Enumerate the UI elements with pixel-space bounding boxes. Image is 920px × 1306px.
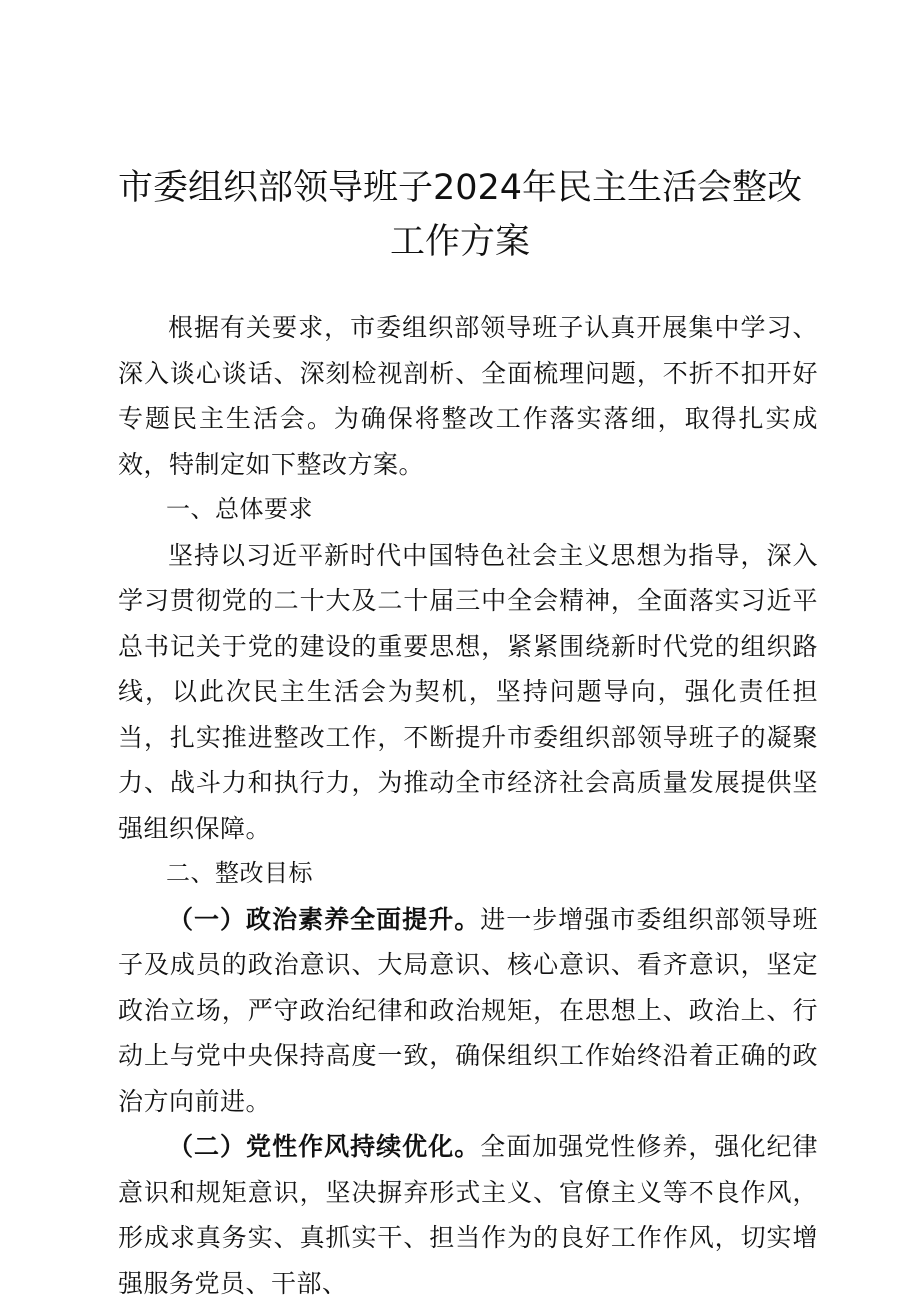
document-body	[118, 305, 818, 1306]
section-heading-rectification-goals: 二、整改目标	[166, 859, 313, 887]
document-title-line-2: 工作方案	[389, 222, 530, 262]
goal-item-political-literacy	[118, 897, 818, 1125]
goal-item-text: 全面加强党性修养，强化纪律意识和规矩意识，坚决摒弃形式主义、官僚主义等不良作风，形成求真务实、真抓实干、担当作为的良好工作作风，切实增强服务党员、干部、	[118, 1132, 818, 1298]
intro-paragraph: 根据有关要求，市委组织部领导班子认真开展集中学习、深入谈心谈话、深刻检视剖析、全面梳理问题，不折不扣开好专题民主生活会。为确保将整改工作落实落细，取得扎实成效，特制定如下整改方案。	[118, 313, 818, 479]
goal-item-lead: （二）党性作风持续优化。	[168, 1132, 481, 1161]
goal-item-party-style	[118, 1124, 818, 1306]
section-heading-general-requirements: 一、总体要求	[166, 495, 313, 523]
document-title-line-1: 市委组织部领导班子2024年民主生活会整改	[117, 168, 803, 208]
goal-item-text: 进一步增强市委组织部领导班子及成员的政治意识、大局意识、核心意识、看齐意识，坚定政治立场，严守政治纪律和政治规矩，在思想上、政治上、行动上与党中央保持高度一致，确保组织工作始终沿着正确的政治方向前进。	[118, 904, 818, 1116]
general-requirements-paragraph: 坚持以习近平新时代中国特色社会主义思想为指导，深入学习贯彻党的二十大及二十届三中全会精神，全面落实习近平总书记关于党的建设的重要思想，紧紧围绕新时代党的组织路线，以此次民主生活会为契机，坚持问题导向，强化责任担当，扎实推进整改工作，不断提升市委组织部领导班子的凝聚力、战斗力和执行力，为推动全市经济社会高质量发展提供坚强组织保障。	[118, 540, 818, 843]
goal-item-lead: （一）政治素养全面提升。	[168, 904, 481, 934]
